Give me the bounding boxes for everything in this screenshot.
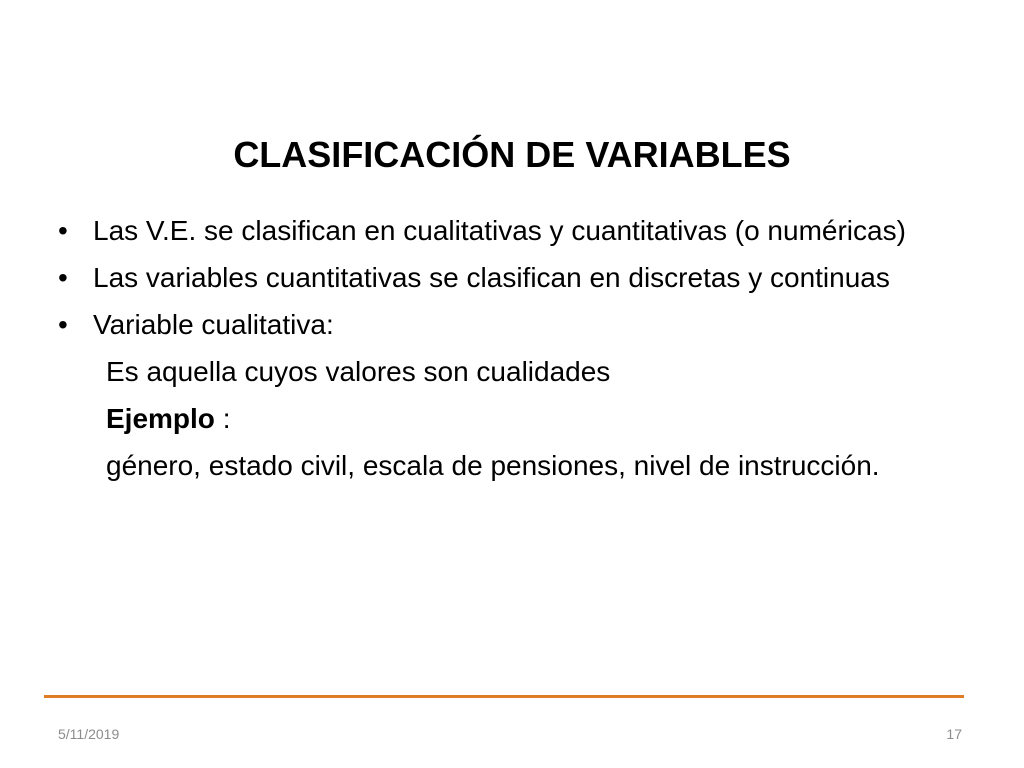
bullet-item-quantitative xyxy=(58,259,938,297)
bullet-item-classification xyxy=(58,212,938,250)
definition-text: Es aquella cuyos valores son cualidades xyxy=(106,356,611,387)
bullet-icon: • xyxy=(58,262,68,293)
slide-title: CLASIFICACIÓN DE VARIABLES xyxy=(233,134,791,175)
example-colon: : xyxy=(214,403,231,434)
bullet-text: Variable cualitativa: xyxy=(93,309,334,340)
example-text: género, estado civil, escala de pensiones, nivel de instrucción. xyxy=(106,450,880,481)
slide-body xyxy=(58,212,938,494)
bullet-item-qualitative xyxy=(58,306,938,344)
bullet-icon: • xyxy=(58,309,68,340)
bullet-text: Las variables cuantitativas se clasifican en discretas y continuas xyxy=(93,262,890,293)
slide-number: 17 xyxy=(946,726,962,742)
footer-date: 5/11/2019 xyxy=(58,726,120,742)
bullet-icon: • xyxy=(58,215,68,246)
example-label: Ejemplo xyxy=(106,403,215,434)
footer-divider xyxy=(44,695,964,698)
example-heading xyxy=(58,400,938,438)
bullet-text: Las V.E. se clasifican en cualitativas y cuantitativas (o numéricas) xyxy=(93,215,906,246)
